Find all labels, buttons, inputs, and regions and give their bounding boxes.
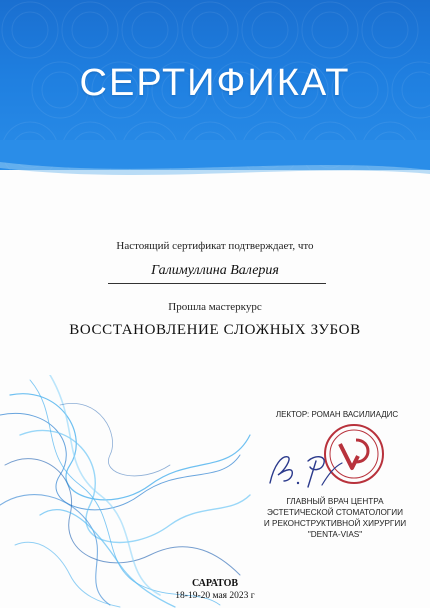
swirl-decoration <box>0 375 260 608</box>
recipient-name: Галимуллина Валерия <box>151 263 279 278</box>
confirm-text: Настоящий сертификат подтверждает, что <box>116 240 314 252</box>
director-line: И РЕКОНСТРУКТИВНОЙ ХИРУРГИИ <box>263 519 407 528</box>
course-name: ВОССТАНОВЛЕНИЕ СЛОЖНЫХ ЗУБОВ <box>69 322 361 338</box>
recipient-underline <box>108 283 326 284</box>
director-title <box>247 496 423 540</box>
lecturer-name: ЛЕКТОР: РОМАН ВАСИЛИАДИС <box>275 410 399 419</box>
date: 18-19-20 мая 2023 г <box>175 591 255 601</box>
director-line: "DENTA-VIAS" <box>307 530 363 539</box>
certificate-title: СЕРТИФИКАТ <box>79 62 351 104</box>
signature-icon <box>262 445 352 495</box>
city: САРАТОВ <box>191 578 239 589</box>
completed-text: Прошла мастеркурс <box>168 301 262 313</box>
director-line: ГЛАВНЫЙ ВРАЧ ЦЕНТРА <box>286 497 384 506</box>
director-line: ЭСТЕТИЧЕСКОЙ СТОМАТОЛОГИИ <box>266 508 404 517</box>
header-wave <box>0 140 430 190</box>
